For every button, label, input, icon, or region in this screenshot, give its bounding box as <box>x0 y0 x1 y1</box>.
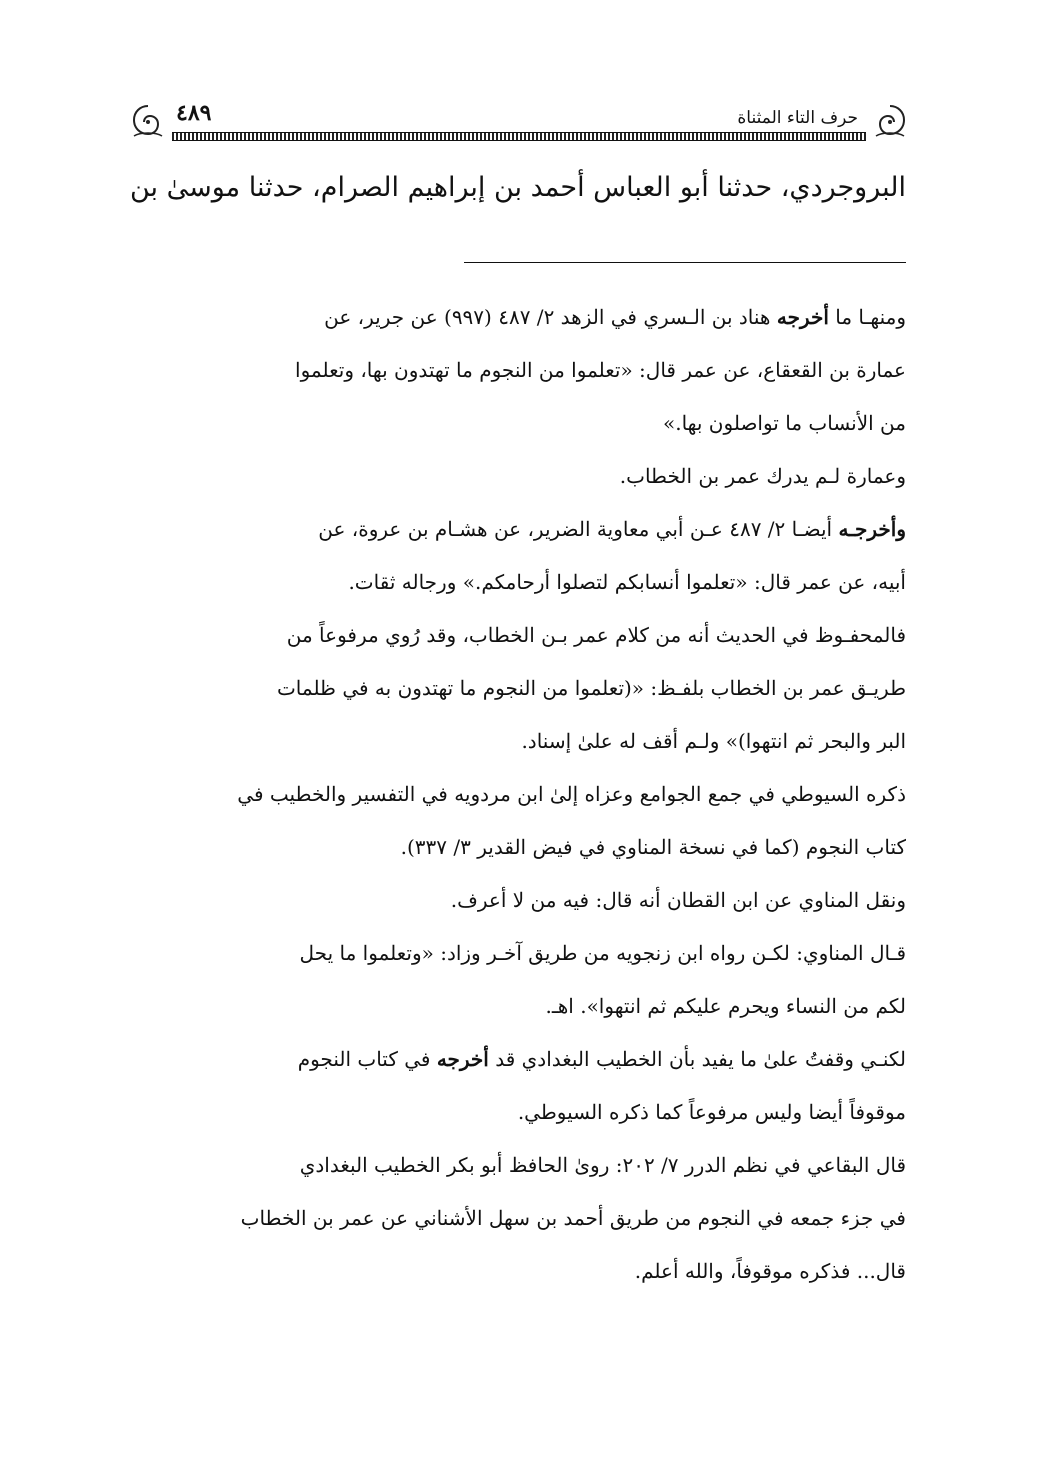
footnote-text: قـال المناوي: لكـن رواه ابن زنجويه من طريق آخـر وزاد: «وتعلموا ما يحل <box>299 941 906 965</box>
header-rule <box>172 132 866 141</box>
running-title: حرف التاء المثناة <box>737 108 858 128</box>
footnote-text: عمارة بن القعقاع، عن عمر قال: «تعلموا من النجوم ما تهتدون بها، وتعلموا <box>295 358 906 382</box>
footnote-line <box>130 397 906 450</box>
footnotes <box>130 291 906 1298</box>
footnote-text: وعمارة لـم يدرك عمر بن الخطاب. <box>619 464 906 488</box>
footnote-text: لكنـي وقفتُ علىٰ ما يفيد بأن الخطيب البغدادي قد <box>488 1047 906 1071</box>
footnote-line <box>130 609 906 662</box>
footnote-text: أبيه، عن عمر قال: «تعلموا أنسابكم لتصلوا أرحامكم.» ورجاله ثقات. <box>348 570 906 594</box>
footnote-line <box>130 1139 906 1192</box>
footnote-text: من الأنساب ما تواصلون بها.» <box>662 411 906 435</box>
ornament-icon <box>870 102 910 140</box>
footnote-text: البر والبحر ثم انتهوا)» ولـم أقف له علىٰ إسناد. <box>521 729 906 753</box>
footnote-bold-term: وأخرجـه <box>838 517 906 541</box>
page-header <box>128 100 910 148</box>
footnote-bold-term: أخرجه <box>436 1047 489 1071</box>
footnote-bold-term: أخرجه <box>776 305 829 329</box>
footnote-line <box>130 715 906 768</box>
footnote-line <box>130 344 906 397</box>
footnote-line <box>130 927 906 980</box>
footnote-line <box>130 450 906 503</box>
footnote-text: ونقل المناوي عن ابن القطان أنه قال: فيه من لا أعرف. <box>450 888 906 912</box>
footnote-line <box>130 1086 906 1139</box>
footnote-text: لكم من النساء ويحرم عليكم ثم انتهوا». اهـ. <box>545 994 906 1018</box>
footnote-text: فالمحفـوظ في الحديث أنه من كلام عمر بـن الخطاب، وقد رُوي مرفوعاً من <box>286 623 906 647</box>
footnote-text: أيضـا ٢/ ٤٨٧ عـن أبي معاوية الضرير، عن هشـام بن عروة، عن <box>318 517 839 541</box>
main-text: البروجردي، حدثنا أبو العباس أحمد بن إبراهيم الصرام، حدثنا موسىٰ بن <box>129 172 906 203</box>
footnote-line <box>130 291 906 344</box>
footnote-line <box>130 821 906 874</box>
footnote-text: موقوفاً أيضا وليس مرفوعاً كما ذكره السيوطي. <box>517 1100 906 1124</box>
footnote-text: هناد بن الـسري في الزهد ٢/ ٤٨٧ (٩٩٧) عن جرير، عن <box>324 305 777 329</box>
footnote-line <box>130 980 906 1033</box>
footnote-text: قال البقاعي في نظم الدرر ٧/ ٢٠٢: روىٰ الحافظ أبو بكر الخطيب البغدادي <box>299 1153 906 1177</box>
footnote-line <box>130 1245 906 1298</box>
footnote-text: في جزء جمعه في النجوم من طريق أحمد بن سهل الأشناني عن عمر بن الخطاب <box>240 1206 906 1230</box>
footnote-line <box>130 662 906 715</box>
footnote-line <box>130 874 906 927</box>
footnote-line <box>130 1033 906 1086</box>
footnote-line <box>130 1192 906 1245</box>
ornament-icon <box>128 102 168 140</box>
footnote-line <box>130 503 906 556</box>
footnote-separator <box>464 262 906 263</box>
footnote-text: في كتاب النجوم <box>297 1047 437 1071</box>
footnote-text: قال... فذكره موقوفاً، والله أعلم. <box>634 1259 906 1283</box>
footnote-text: كتاب النجوم (كما في نسخة المناوي في فيض القدير ٣/ ٣٣٧). <box>400 835 906 859</box>
footnote-text: طريـق عمر بن الخطاب بلفـظ: «(تعلموا من النجوم ما تهتدون به في ظلمات <box>276 676 906 700</box>
footnote-text: ومنهـا ما <box>828 305 906 329</box>
page-number: ٤٨٩ <box>176 100 212 126</box>
footnote-line <box>130 556 906 609</box>
footnote-text: ذكره السيوطي في جمع الجوامع وعزاه إلىٰ ابن مردويه في التفسير والخطيب في <box>237 782 906 806</box>
footnote-line <box>130 768 906 821</box>
